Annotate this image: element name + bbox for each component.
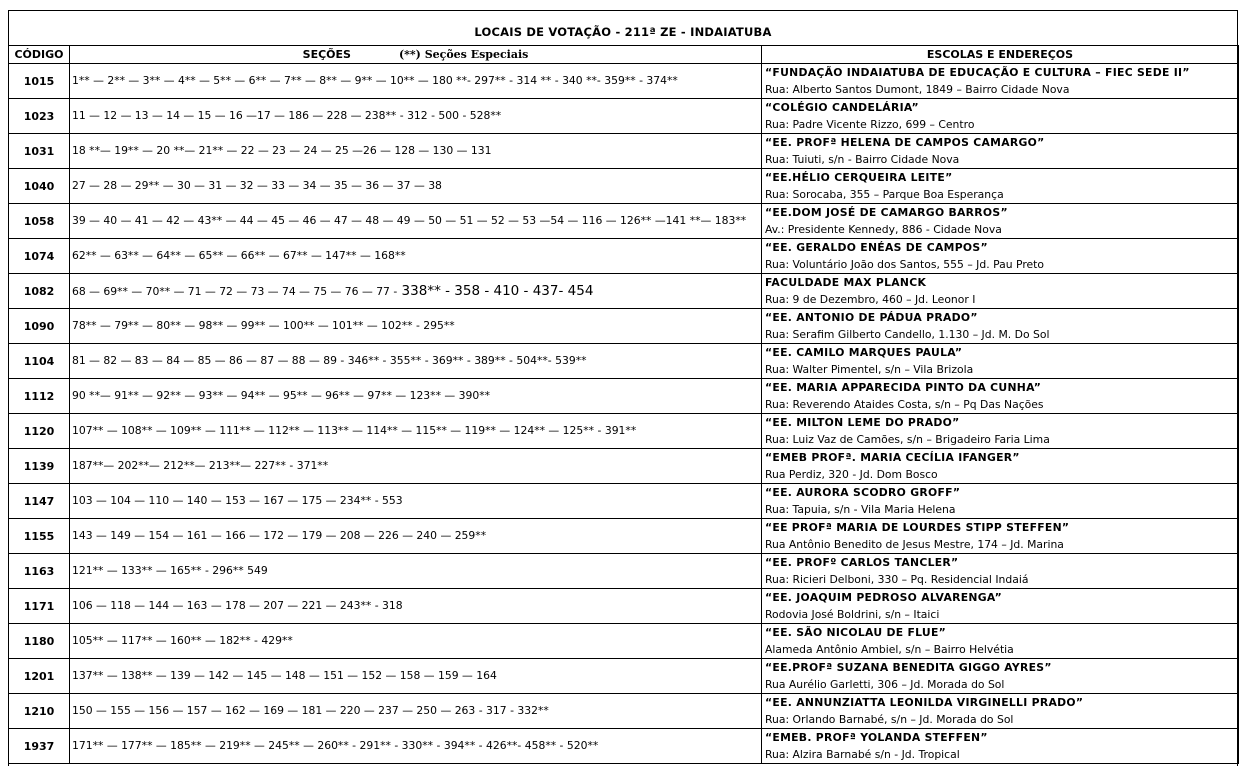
school-address: Rua: Ricieri Delboni, 330 – Pq. Residencial Indaiá [765, 573, 1029, 586]
location-code: 1040 [9, 169, 70, 204]
school-cell [762, 659, 1239, 694]
school-name: “EMEB. PROFª YOLANDA STEFFEN” [765, 731, 988, 744]
table-row [9, 694, 1239, 729]
school-address: Rua: Luiz Vaz de Camões, s/n – Brigadeiro Faria Lima [765, 433, 1050, 446]
school-address: Rua: Orlando Barnabé, s/n – Jd. Morada do Sol [765, 713, 1014, 726]
table-row [9, 554, 1239, 589]
sections-list-tail: 338** - 358 - 410 - 437- 454 [397, 282, 594, 299]
page-title: LOCAIS DE VOTAÇÃO - 211ª ZE - INDAIATUBA [474, 25, 772, 39]
sections-cell [70, 589, 762, 624]
header-sections-label: SEÇÕES [302, 48, 351, 61]
school-name: “EE. PROFª HELENA DE CAMPOS CAMARGO” [765, 136, 1045, 149]
school-cell [762, 624, 1239, 659]
sections-cell [70, 449, 762, 484]
location-code: 1937 [9, 729, 70, 764]
school-address: Rua: 9 de Dezembro, 460 – Jd. Leonor I [765, 293, 976, 306]
sections-cell [70, 554, 762, 589]
school-cell [762, 449, 1239, 484]
table-row [9, 589, 1239, 624]
sections-list: 106 — 118 — 144 — 163 — 178 — 207 — 221 — 243** - 318 [72, 599, 403, 612]
location-code: 1023 [9, 99, 70, 134]
school-address: Rua: Reverendo Ataides Costa, s/n – Pq Das Nações [765, 398, 1044, 411]
school-cell [762, 554, 1239, 589]
sections-list: 121** — 133** — 165** - 296** 549 [72, 564, 268, 577]
table-row [9, 379, 1239, 414]
sections-cell [70, 694, 762, 729]
sections-list: 107** — 108** — 109** — 111** — 112** — 113** — 114** — 115** — 119** — 124** — 125** - 391** [72, 424, 637, 437]
location-code: 1163 [9, 554, 70, 589]
school-address: Rua: Alzira Barnabé s/n - Jd. Tropical [765, 748, 960, 761]
school-address: Rua Antônio Benedito de Jesus Mestre, 174 – Jd. Marina [765, 538, 1064, 551]
school-name: “EE. MARIA APPARECIDA PINTO DA CUNHA” [765, 381, 1042, 394]
school-name: “EE. JOAQUIM PEDROSO ALVARENGA” [765, 591, 1002, 604]
sections-cell [70, 414, 762, 449]
table-row [9, 204, 1239, 239]
sections-list: 78** — 79** — 80** — 98** — 99** — 100** — 101** — 102** - 295** [72, 319, 455, 332]
header-special-note: (**) Seções Especiais [398, 48, 529, 61]
location-code: 1147 [9, 484, 70, 519]
sections-list: 187**— 202**— 212**— 213**— 227** - 371** [72, 459, 329, 472]
sections-cell [70, 344, 762, 379]
school-cell [762, 169, 1239, 204]
table-body [9, 64, 1239, 764]
location-code: 1201 [9, 659, 70, 694]
school-name: “EE. CAMILO MARQUES PAULA” [765, 346, 963, 359]
sections-cell [70, 169, 762, 204]
school-name: “EE. MILTON LEME DO PRADO” [765, 416, 960, 429]
header-sections [70, 46, 762, 64]
table-row [9, 99, 1239, 134]
school-address: Rua: Serafim Gilberto Candello, 1.130 – Jd. M. Do Sol [765, 328, 1050, 341]
sections-list: 150 — 155 — 156 — 157 — 162 — 169 — 181 — 220 — 237 — 250 — 263 - 317 - 332** [72, 704, 549, 717]
school-address: Alameda Antônio Ambiel, s/n – Bairro Helvétia [765, 643, 1014, 656]
table-row [9, 169, 1239, 204]
school-cell [762, 64, 1239, 99]
sections-list: 27 — 28 — 29** — 30 — 31 — 32 — 33 — 34 — 35 — 36 — 37 — 38 [72, 179, 442, 192]
sections-cell [70, 519, 762, 554]
school-name: “EE. AURORA SCODRO GROFF” [765, 486, 961, 499]
sections-cell [70, 624, 762, 659]
school-address: Rua Perdiz, 320 - Jd. Dom Bosco [765, 468, 938, 481]
school-cell [762, 274, 1239, 309]
school-cell [762, 519, 1239, 554]
sections-list: 105** — 117** — 160** — 182** - 429** [72, 634, 293, 647]
table-row [9, 414, 1239, 449]
school-address: Rua: Padre Vicente Rizzo, 699 – Centro [765, 118, 975, 131]
sections-cell [70, 64, 762, 99]
sections-list: 171** — 177** — 185** — 219** — 245** — 260** - 291** - 330** - 394** - 426**- 458** - 520** [72, 739, 599, 752]
location-code: 1082 [9, 274, 70, 309]
table-row [9, 64, 1239, 99]
location-code: 1171 [9, 589, 70, 624]
school-cell [762, 414, 1239, 449]
sections-list: 81 — 82 — 83 — 84 — 85 — 86 — 87 — 88 — 89 - 346** - 355** - 369** - 389** - 504**- 539** [72, 354, 587, 367]
sections-cell [70, 274, 762, 309]
location-code: 1120 [9, 414, 70, 449]
sections-cell [70, 239, 762, 274]
school-cell [762, 204, 1239, 239]
school-name: “EE. GERALDO ENÉAS DE CAMPOS” [765, 241, 988, 254]
location-code: 1074 [9, 239, 70, 274]
table-row [9, 344, 1239, 379]
table-row [9, 274, 1239, 309]
sections-cell [70, 484, 762, 519]
sections-cell [70, 379, 762, 414]
location-code: 1155 [9, 519, 70, 554]
school-cell [762, 309, 1239, 344]
location-code: 1058 [9, 204, 70, 239]
sections-list: 62** — 63** — 64** — 65** — 66** — 67** — 147** — 168** [72, 249, 406, 262]
school-cell [762, 344, 1239, 379]
header-code: CÓDIGO [9, 46, 70, 64]
location-code: 1090 [9, 309, 70, 344]
school-cell [762, 729, 1239, 764]
school-name: “EE.HÉLIO CERQUEIRA LEITE” [765, 171, 953, 184]
table-row [9, 519, 1239, 554]
sections-list: 90 **— 91** — 92** — 93** — 94** — 95** — 96** — 97** — 123** — 390** [72, 389, 491, 402]
voting-locations-sheet [8, 10, 1238, 766]
school-address: Rodovia José Boldrini, s/n – Itaici [765, 608, 940, 621]
voting-locations-table [8, 45, 1239, 764]
sections-list: 39 — 40 — 41 — 42 — 43** — 44 — 45 — 46 — 47 — 48 — 49 — 50 — 51 — 52 — 53 —54 — 116 — 126** —141 **— 183** [72, 214, 747, 227]
table-row [9, 449, 1239, 484]
sections-list: 68 — 69** — 70** — 71 — 72 — 73 — 74 — 75 — 76 — 77 - [72, 284, 398, 298]
school-cell [762, 589, 1239, 624]
school-name: “EE.PROFª SUZANA BENEDITA GIGGO AYRES” [765, 661, 1052, 674]
location-code: 1031 [9, 134, 70, 169]
table-row [9, 624, 1239, 659]
school-name: “COLÉGIO CANDELÁRIA” [765, 101, 919, 114]
school-cell [762, 484, 1239, 519]
school-address: Rua: Sorocaba, 355 – Parque Boa Esperança [765, 188, 1004, 201]
sections-list: 143 — 149 — 154 — 161 — 166 — 172 — 179 — 208 — 226 — 240 — 259** [72, 529, 487, 542]
school-address: Rua: Tuiuti, s/n - Bairro Cidade Nova [765, 153, 960, 166]
school-name: “EE. ANTONIO DE PÁDUA PRADO” [765, 311, 978, 324]
sections-cell [70, 659, 762, 694]
header-schools: ESCOLAS E ENDEREÇOS [762, 46, 1239, 64]
school-name: “EE. SÃO NICOLAU DE FLUE” [765, 626, 947, 639]
location-code: 1139 [9, 449, 70, 484]
sections-cell [70, 99, 762, 134]
school-cell [762, 694, 1239, 729]
school-name: “FUNDAÇÃO INDAIATUBA DE EDUCAÇÃO E CULTURA – FIEC SEDE II” [765, 66, 1190, 79]
sections-cell [70, 729, 762, 764]
school-cell [762, 99, 1239, 134]
sections-list: 137** — 138** — 139 — 142 — 145 — 148 — 151 — 152 — 158 — 159 — 164 [72, 669, 497, 682]
location-code: 1112 [9, 379, 70, 414]
sections-list: 103 — 104 — 110 — 140 — 153 — 167 — 175 — 234** - 553 [72, 494, 403, 507]
sections-list: 1** — 2** — 3** — 4** — 5** — 6** — 7** — 8** — 9** — 10** — 180 **- 297** - 314 ** - 340 **- 359** - 374** [72, 74, 678, 87]
table-row [9, 729, 1239, 764]
location-code: 1104 [9, 344, 70, 379]
school-address: Rua: Alberto Santos Dumont, 1849 – Bairro Cidade Nova [765, 83, 1070, 96]
school-name: “EE. PROFº CARLOS TANCLER” [765, 556, 959, 569]
school-name: “EMEB PROFª. MARIA CECÍLIA IFANGER” [765, 451, 1020, 464]
school-address: Rua: Tapuia, s/n - Vila Maria Helena [765, 503, 956, 516]
table-row [9, 659, 1239, 694]
sections-list: 11 — 12 — 13 — 14 — 15 — 16 —17 — 186 — 228 — 238** - 312 - 500 - 528** [72, 109, 502, 122]
table-row [9, 484, 1239, 519]
school-name: “EE PROFª MARIA DE LOURDES STIPP STEFFEN” [765, 521, 1070, 534]
school-cell [762, 379, 1239, 414]
sections-cell [70, 134, 762, 169]
table-row [9, 239, 1239, 274]
location-code: 1015 [9, 64, 70, 99]
location-code: 1180 [9, 624, 70, 659]
school-name: “EE.DOM JOSÉ DE CAMARGO BARROS” [765, 206, 1008, 219]
table-row [9, 134, 1239, 169]
school-name: “EE. ANNUNZIATTA LEONILDA VIRGINELLI PRADO” [765, 696, 1084, 709]
school-address: Av.: Presidente Kennedy, 886 - Cidade Nova [765, 223, 1002, 236]
school-cell [762, 239, 1239, 274]
school-address: Rua: Walter Pimentel, s/n – Vila Brizola [765, 363, 974, 376]
sections-list: 18 **— 19** — 20 **— 21** — 22 — 23 — 24 — 25 —26 — 128 — 130 — 131 [72, 144, 492, 157]
location-code: 1210 [9, 694, 70, 729]
school-address: Rua Aurélio Garletti, 306 – Jd. Morada do Sol [765, 678, 1005, 691]
sections-cell [70, 309, 762, 344]
school-address: Rua: Voluntário João dos Santos, 555 – Jd. Pau Preto [765, 258, 1045, 271]
school-name: FACULDADE MAX PLANCK [765, 276, 927, 289]
school-cell [762, 134, 1239, 169]
header-row [9, 46, 1239, 64]
table-row [9, 309, 1239, 344]
sections-cell [70, 204, 762, 239]
